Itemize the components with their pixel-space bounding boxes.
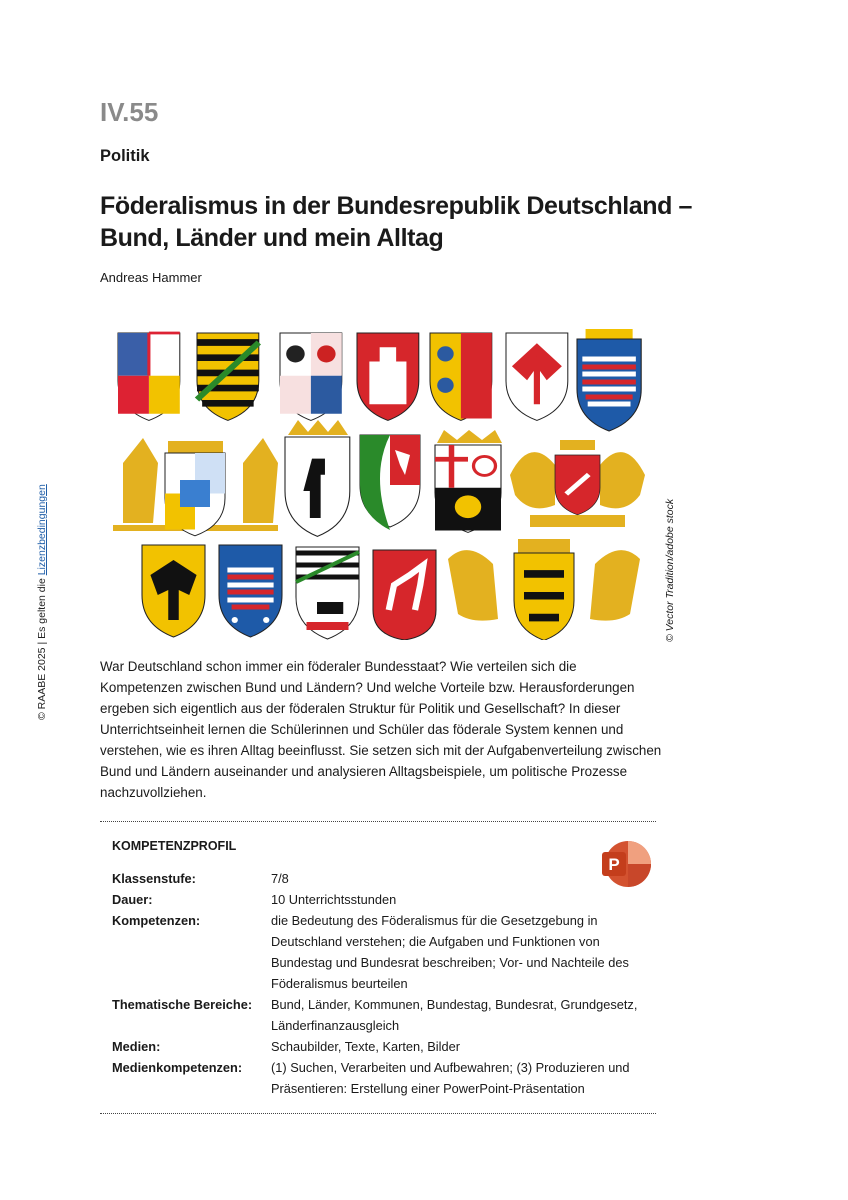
coat-of-arms-mecklenburg-vorpommern (280, 333, 342, 420)
author: Andreas Hammer (100, 270, 202, 285)
coats-of-arms-image (105, 325, 650, 640)
coat-of-arms-sachsen-anhalt (296, 547, 359, 639)
row-value: Schaubilder, Texte, Karten, Bilder (271, 1039, 460, 1054)
row-value: 10 Unterrichtsstunden (271, 892, 397, 907)
profile-row-topics (112, 994, 652, 1036)
page-title (100, 190, 800, 254)
row-value: Bund, Länder, Kommunen, Bundestag, Bundesrat, Grundgesetz, Länderfinanzausgleich (271, 997, 638, 1033)
coat-of-arms-brandenburg (506, 333, 568, 420)
coat-of-arms-sachsen (197, 333, 259, 420)
row-value: 7/8 (271, 871, 289, 886)
row-label: Dauer: (112, 892, 153, 907)
row-label: Medien: (112, 1039, 161, 1054)
intro-paragraph: War Deutschland schon immer ein föderaler Bundesstaat? Wie verteilen sich die Kompetenzen zwischen Bund und Ländern? Und welche Vorteile bzw. Herausforderungen ergeben sich eigentlich aus der föderalen Struktur für Politik und Gesellschaft? In dieser Unterrichtseinheit lernen die Schülerinnen und Schüler das föderale System kennen und verstehen, wie es ihren Alltag beeinflusst. Sie setzen sich mit der Aufgabenverteilung zwischen Bund und Ländern auseinander und analysieren Alltagsbeispiele, um politische Prozesse nachzuvollziehen. (100, 659, 662, 800)
row-value: die Bedeutung des Föderalismus für die Gesetzgebung in Deutschland verstehen; die Aufgaben und Funktionen von Bundestag und Bundesrat beschreiben; Vor- und Nachteile des Föderalismus beurteilen (271, 913, 629, 991)
copyright-sidebar (36, 484, 48, 720)
row-label: Kompetenzen: (112, 913, 201, 928)
profile-row-grade (112, 868, 652, 889)
coat-of-arms-hessen (577, 329, 641, 431)
image-credit: © Vector Tradition/adobe stock (664, 498, 676, 642)
profile-row-duration (112, 889, 652, 910)
license-link[interactable]: Lizenzbedingungen (36, 484, 48, 576)
coat-of-arms-rheinland-pfalz (435, 430, 502, 532)
coat-of-arms-bayern (113, 438, 278, 536)
unit-code: IV.55 (100, 97, 159, 127)
coat-of-arms-niedersachsen (373, 550, 436, 640)
coat-of-arms-baden-wuerttemberg (448, 539, 640, 640)
coat-of-arms-hamburg (357, 333, 419, 420)
title-line-2: Bund, Länder und mein Alltag (100, 224, 444, 252)
content-bottom (100, 656, 662, 1114)
coat-of-arms-schleswig-holstein (430, 333, 492, 420)
coat-of-arms-nordrhein-westfalen (360, 435, 420, 530)
title-line-1: Föderalismus in der Bundesrepublik Deutschland – (100, 192, 693, 220)
coat-of-arms-berlin (285, 420, 350, 536)
coat-of-arms-bundesrepublik (142, 545, 205, 637)
row-label: Medienkompetenzen: (112, 1060, 243, 1075)
subject-label: Politik (100, 147, 150, 165)
copyright-text: © RAABE 2025 | Es gelten die (36, 575, 48, 720)
profile-row-competencies (112, 910, 652, 994)
row-value: (1) Suchen, Verarbeiten und Aufbewahren; (3) Produzieren und Präsentieren: Erstellung einer PowerPoint-Präsentation (271, 1060, 630, 1096)
header (100, 96, 800, 286)
divider-bottom (100, 1113, 656, 1114)
coat-of-arms-thueringen (219, 545, 282, 637)
profile-title: KOMPETENZPROFIL (112, 839, 237, 853)
coat-of-arms-bremen (510, 440, 645, 527)
profile-row-media (112, 1036, 652, 1057)
coat-of-arms-saarland (118, 333, 180, 420)
row-label: Klassenstufe: (112, 871, 196, 886)
competence-profile (112, 868, 652, 1099)
powerpoint-icon (600, 840, 652, 888)
ppt-letter: P (608, 855, 620, 874)
competence-profile-section (100, 822, 662, 1113)
profile-row-media-competencies (112, 1057, 652, 1099)
row-label: Thematische Bereiche: (112, 997, 253, 1012)
